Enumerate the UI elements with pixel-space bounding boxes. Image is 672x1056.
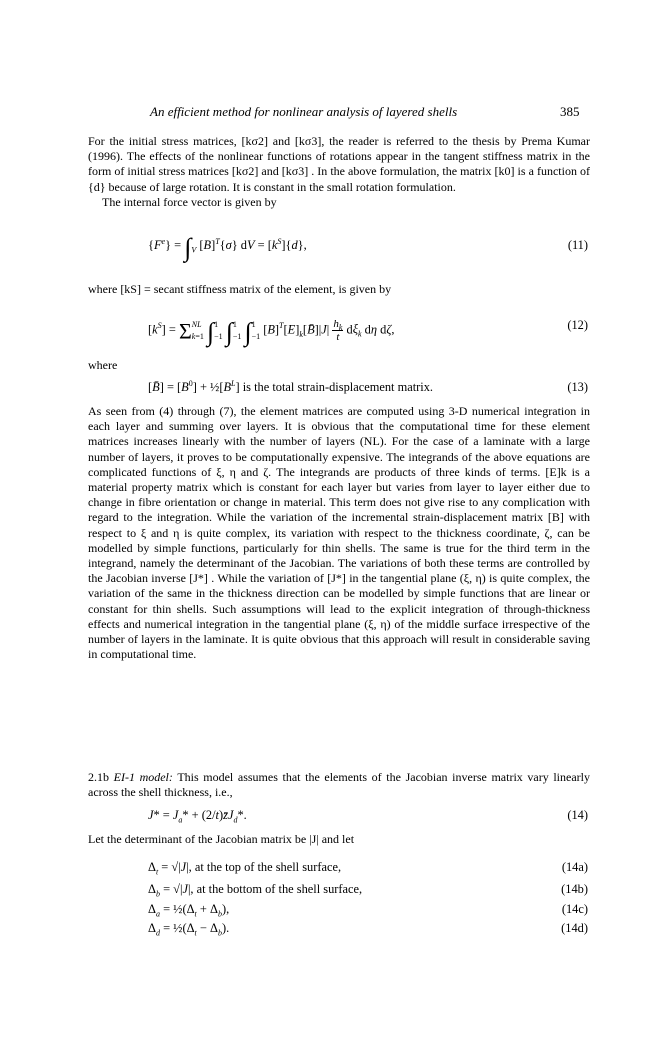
page-number: 385: [560, 104, 580, 119]
equation-expression: $\Delta_d$ = $\frac{1}{2}(\Delta_t - \Delta_b)$.: [148, 921, 230, 938]
paragraph-text: For the initial stress matrices, [kσ2] and [kσ3], the reader is referred to the thesis by Prema Kumar (1996). The effects of the nonlinear functions of rotations appear in the tangent stiffness matrix in the form of initial stress matrices [kσ2] and [kσ3] . In the above formulation, the matrix [k0] is a function of {d} because of large rotation. It is constant in the small rotation formulation.: [88, 134, 590, 194]
equation-number: (11): [567, 238, 588, 252]
equation-number: (12): [567, 318, 588, 332]
section-title: EI-1 model:: [113, 770, 173, 784]
running-title: An efficient method for nonlinear analysis of layered shells: [150, 104, 458, 119]
paragraph-text: As seen from (4) through (7), the element matrices are computed using 3-D numerical integration in each layer and summing over layers. It is obvious that the computational time for these element matrices increases linearly with the number of layers (NL). For the case of a laminate with a large number of layers, it proves to be computationally expensive. The integrands of the above equations are complicated functions of ξ, η and ζ. The integrands are products of three kinds of terms. [E]k is a material property matrix which is constant for each layer but varies from layer to layer either due to change in fibre orientation or change in material. This term does not give rise to any complication with regard to the integration. While the variation of the incremental strain-displacement matrix [B] with respect to ξ and η is quite complex, its variation with respect to the thickness coordinate, ζ, can be modelled by simple functions, particularly for thin shells. The same is true for the third term in the integrand, namely the determinant of the Jacobian. The variations of both these terms are controlled by the Jacobian inverse [J*] . While the variation of [J*] in the tangential plane (ξ, η) is quite complex, the variation of the same in the thickness direction can be modelled by simple functions that are linear or constant for thin shells. Such assumptions will lead to the explicit integration of through-thickness effects and numerical integration in the tangential plane (ξ, η) of the middle surface irrespective of the number of layers in the laminate. It is quite obvious that this approach will result in considerable saving in computational time.: [88, 404, 590, 662]
equation-text: at the bottom of the shell surface,: [196, 882, 363, 896]
where-label: where: [88, 358, 118, 372]
section-ei1-model: [88, 770, 590, 800]
paragraph-numerical-integration: [88, 404, 590, 662]
paragraph-initial-stress: [88, 134, 590, 210]
section-text: This model assumes that the elements of the Jacobian inverse matrix vary linearly across the shell thickness, i.e.,: [88, 770, 590, 800]
equation-expression: $\Delta_b = √|J|$, at the bottom of the shell surface,: [148, 882, 363, 899]
equation-expression: $[k^S] = \Sigma NL$ k=1 ∫1 −1 ∫1 −1 ∫1 −1 $[B]^T[E]_k[B̄]|J|$ $\frac{h_k}{t}$ $d\xi_k$ dη dζ,: [148, 317, 395, 347]
section-label: 2.1b: [88, 770, 109, 784]
equation-expression: $\Delta_a$ = $\frac{1}{2}(\Delta_t + \Delta_b)$,: [148, 902, 230, 919]
equation-expression: $\Delta_t = √|J|$, at the top of the shell surface,: [148, 860, 342, 877]
equation-number: (13): [567, 380, 588, 394]
let-text: Let the determinant of the Jacobian matrix be |J| and let: [88, 832, 355, 846]
equation-number: (14b): [561, 882, 588, 896]
equation-number: (14a): [561, 860, 588, 874]
equation-expression: $\{F^e\} = \int_V$ $[B]^T\{\sigma\}$ dV = $[k^S]\{d\}$,: [148, 233, 307, 262]
equation-text: at the top of the shell surface,: [194, 860, 342, 874]
equation-number: (14c): [561, 902, 588, 916]
where-secant: where [kS] = secant stiffness matrix of the element, is given by: [88, 282, 392, 296]
paragraph-text: The internal force vector is given by: [102, 194, 277, 209]
equation-number: (14d): [561, 921, 588, 935]
equation-expression: $J* = J_a*$ + $(2/t)z̄J_d*$.: [148, 808, 247, 825]
equation-number: (14): [567, 808, 588, 822]
equation-text: is the total strain-displacement matrix.: [242, 380, 434, 394]
equation-expression: [B̄] = $[B^0]$ + $\frac{1}{2}[B^L]$ is the total strain-displacement matrix.: [148, 378, 434, 394]
